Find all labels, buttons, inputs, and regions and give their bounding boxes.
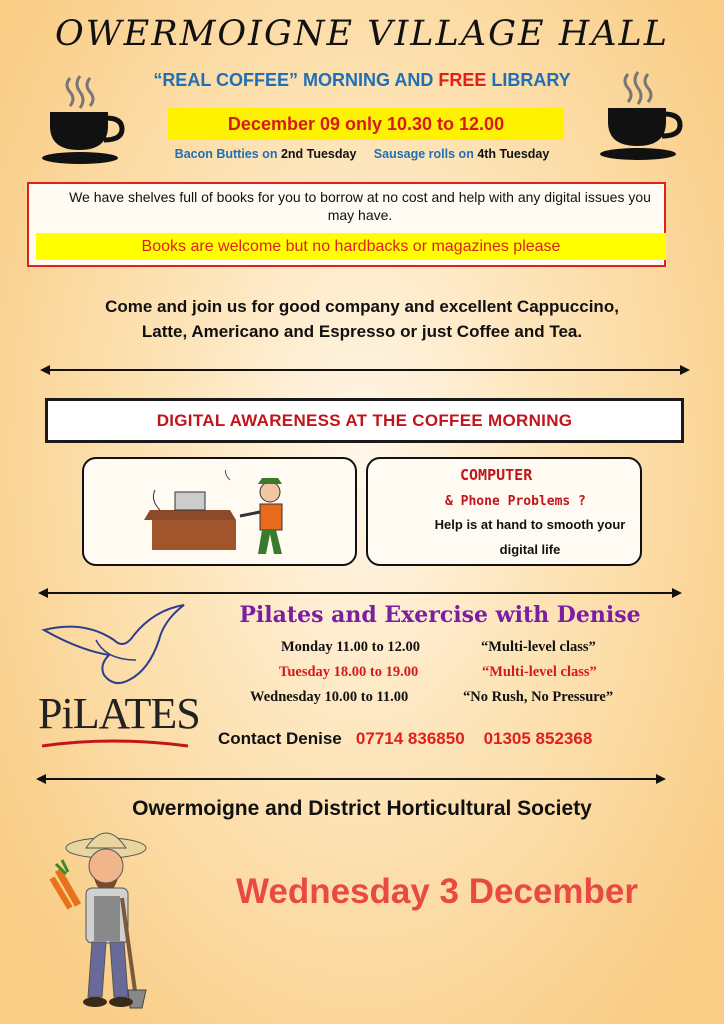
phone-problems-label: & Phone Problems ? <box>445 494 586 509</box>
pilates-swoosh <box>40 736 190 750</box>
digital-heading: DIGITAL AWARENESS AT THE COFFEE MORNING <box>45 398 684 443</box>
divider-arrow <box>38 587 682 599</box>
gardener-illustration <box>48 820 158 1015</box>
computer-frustration-illustration <box>130 470 310 560</box>
pilates-logo-text: PiLATES <box>38 689 200 738</box>
bacon-day: 2nd Tuesday <box>280 147 357 161</box>
divider-arrow <box>36 773 666 785</box>
divider-arrow <box>40 364 690 376</box>
coffee-line-2: Latte, Americano and Espresso or just Coffee and Tea. <box>141 322 583 341</box>
coffee-line-1: Come and join us for good company and excellent Cappuccino, <box>105 297 619 316</box>
schedule-wednesday-note: “No Rush, No Pressure” <box>463 689 614 705</box>
help-line-2: digital life <box>499 542 561 557</box>
page-title: OWERMOIGNE VILLAGE HALL <box>55 14 669 54</box>
contact-label: Contact Denise <box>218 729 342 748</box>
pilates-bird-logo <box>36 600 196 700</box>
sausage-label: Sausage rolls on <box>373 147 478 161</box>
computer-label: COMPUTER <box>460 466 533 484</box>
date-banner: December 09 only 10.30 to 12.00 <box>168 108 564 140</box>
help-line-1: Help is at hand to smooth your <box>434 517 626 532</box>
schedule-tuesday-note: “Multi-level class” <box>482 664 597 680</box>
coffee-invite <box>0 294 724 344</box>
schedule-monday-note: “Multi-level class” <box>481 639 596 655</box>
sausage-day: 4th Tuesday <box>477 147 550 161</box>
phone-2: 01305 852368 <box>483 729 593 748</box>
horticultural-title: Owermoigne and District Horticultural Society <box>132 797 592 820</box>
food-schedule <box>0 147 724 161</box>
subtitle-part-b: LIBRARY <box>486 70 571 90</box>
pilates-title: Pilates and Exercise with Denise <box>239 602 641 628</box>
contact-line <box>218 729 592 749</box>
horticultural-date: Wednesday 3 December <box>235 872 639 911</box>
schedule-monday-day: Monday 11.00 to 12.00 <box>281 639 420 655</box>
library-text: We have shelves full of books for you to borrow at no cost and help with any digital issues you may have. <box>69 189 651 223</box>
library-highlight: Books are welcome but no hardbacks or magazines please <box>36 233 666 260</box>
bacon-label: Bacon Butties on <box>174 147 281 161</box>
subtitle-part-a: “REAL COFFEE” MORNING AND <box>153 70 439 90</box>
schedule-tuesday-day: Tuesday 18.00 to 19.00 <box>279 664 419 680</box>
subtitle-free: FREE <box>438 70 487 90</box>
schedule-wednesday-day: Wednesday 10.00 to 11.00 <box>250 689 409 705</box>
phone-1: 07714 836850 <box>355 729 465 748</box>
